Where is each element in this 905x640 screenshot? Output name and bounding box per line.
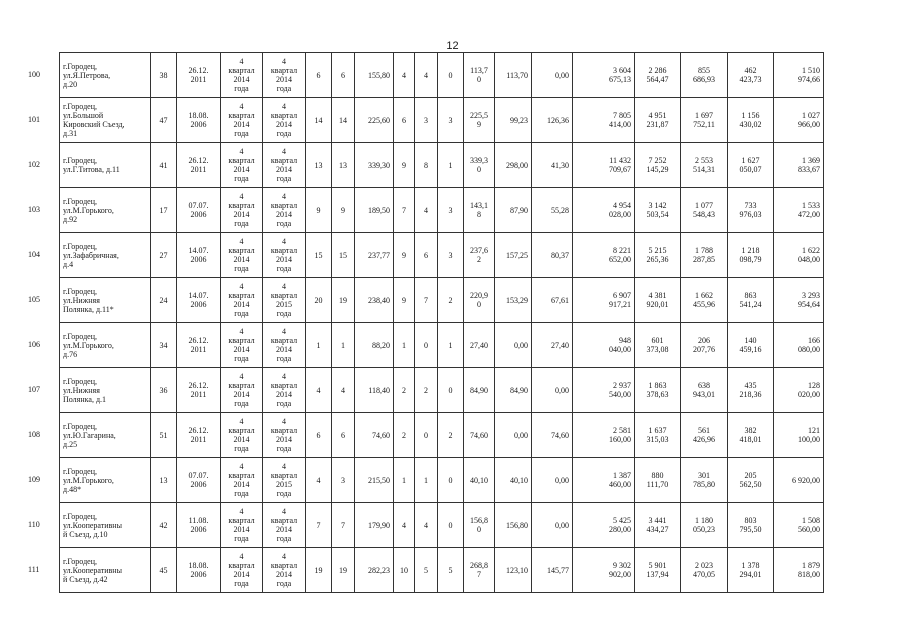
table-row [60,188,824,233]
table-cell-q2: 4 квартал 2014 года [263,368,306,413]
table-cell-a2: 0,00 [495,323,532,368]
row-number: 101 [28,115,40,124]
table-cell-q1: 4 квартал 2014 года [221,413,263,458]
table-cell-a3: 0,00 [532,368,573,413]
table-cell-a3: 126,36 [532,98,573,143]
table-cell-addr: г.Городец, ул.М.Горького, д.76 [60,323,151,368]
table-cell-c1: 41 [151,143,177,188]
table-cell-c3: 13 [332,143,355,188]
table-cell-area: 282,23 [355,548,394,593]
table-cell-s4: 1 156 430,02 [728,98,774,143]
table-cell-a1: 220,9 0 [464,278,495,323]
table-cell-c2: 9 [306,188,332,233]
table-cell-q2: 4 квартал 2014 года [263,98,306,143]
table-cell-q2: 4 квартал 2014 года [263,233,306,278]
table-cell-s2: 1 863 378,63 [635,368,681,413]
table-cell-c1: 34 [151,323,177,368]
table-cell-c3: 6 [332,53,355,98]
table-cell-s2: 3 441 434,27 [635,503,681,548]
table-cell-s2: 4 951 231,87 [635,98,681,143]
table-cell-s1: 4 954 028,00 [573,188,635,233]
table-cell-s1: 11 432 709,67 [573,143,635,188]
table-cell-s5: 1 508 560,00 [774,503,824,548]
table-cell-area: 189,50 [355,188,394,233]
table-cell-date: 14.07. 2006 [177,278,221,323]
table-cell-s2: 880 111,70 [635,458,681,503]
table-cell-c3: 14 [332,98,355,143]
table-cell-s5: 121 100,00 [774,413,824,458]
table-cell-s5: 1 622 048,00 [774,233,824,278]
table-cell-a3: 145,77 [532,548,573,593]
table-cell-q2: 4 квартал 2014 года [263,503,306,548]
table-cell-area: 74,60 [355,413,394,458]
table-cell-q2: 4 квартал 2014 года [263,53,306,98]
table-row [60,413,824,458]
table-cell-s4: 205 562,50 [728,458,774,503]
table-cell-s4: 462 423,73 [728,53,774,98]
table-cell-c4: 4 [394,503,415,548]
table-row [60,368,824,413]
table-cell-c2: 6 [306,53,332,98]
table-cell-s4: 1 627 050,07 [728,143,774,188]
table-cell-c3: 15 [332,233,355,278]
table-cell-s1: 2 937 540,00 [573,368,635,413]
table-cell-date: 26.12. 2011 [177,323,221,368]
table-cell-c6: 0 [438,53,464,98]
table-row [60,278,824,323]
table-cell-q1: 4 квартал 2014 года [221,368,263,413]
table-cell-s5: 1 879 818,00 [774,548,824,593]
table-cell-q1: 4 квартал 2014 года [221,233,263,278]
table-cell-q2: 4 квартал 2015 года [263,278,306,323]
table-cell-area: 215,50 [355,458,394,503]
table-row [60,323,824,368]
table-cell-s1: 948 040,00 [573,323,635,368]
table-cell-c3: 4 [332,368,355,413]
table-cell-c2: 15 [306,233,332,278]
table-cell-c3: 9 [332,188,355,233]
table-cell-c1: 51 [151,413,177,458]
table-cell-q1: 4 квартал 2014 года [221,503,263,548]
table-cell-a1: 268,8 7 [464,548,495,593]
table-cell-area: 238,40 [355,278,394,323]
table-cell-addr: г.Городец, ул.Г.Титова, д.11 [60,143,151,188]
table-cell-q1: 4 квартал 2014 года [221,458,263,503]
table-cell-s5: 166 080,00 [774,323,824,368]
table-cell-area: 225,60 [355,98,394,143]
table-cell-c5: 4 [415,53,438,98]
table-cell-c1: 24 [151,278,177,323]
table-cell-a1: 27,40 [464,323,495,368]
table-cell-a2: 87,90 [495,188,532,233]
table-cell-q1: 4 квартал 2014 года [221,278,263,323]
table-cell-s1: 8 221 652,00 [573,233,635,278]
table-cell-a2: 99,23 [495,98,532,143]
table-cell-c2: 1 [306,323,332,368]
table-cell-addr: г.Городец, ул.Кооперативны й Съезд, д.10 [60,503,151,548]
table-row [60,458,824,503]
table-cell-s3: 638 943,01 [681,368,728,413]
table-cell-q1: 4 квартал 2014 года [221,548,263,593]
table-cell-c6: 3 [438,233,464,278]
row-number: 107 [28,385,40,394]
table-cell-s1: 9 302 902,00 [573,548,635,593]
table-cell-c1: 13 [151,458,177,503]
table-cell-c1: 42 [151,503,177,548]
table-cell-c6: 0 [438,503,464,548]
table-cell-date: 26.12. 2011 [177,53,221,98]
table-row [60,143,824,188]
table-cell-c4: 9 [394,278,415,323]
table-cell-c1: 45 [151,548,177,593]
table-cell-c6: 1 [438,143,464,188]
table-cell-s2: 601 373,08 [635,323,681,368]
table-cell-q2: 4 квартал 2015 года [263,458,306,503]
table-cell-c5: 8 [415,143,438,188]
table-cell-c1: 27 [151,233,177,278]
table-cell-c3: 7 [332,503,355,548]
table-cell-a3: 55,28 [532,188,573,233]
table-cell-a2: 113,70 [495,53,532,98]
table-cell-s2: 4 381 920,01 [635,278,681,323]
table-cell-date: 18.08. 2006 [177,548,221,593]
row-number: 111 [28,565,40,574]
table-cell-a3: 74,60 [532,413,573,458]
table-cell-c5: 0 [415,323,438,368]
table-cell-c4: 1 [394,458,415,503]
table-cell-c2: 7 [306,503,332,548]
table-cell-s3: 301 785,80 [681,458,728,503]
table-cell-s4: 733 976,03 [728,188,774,233]
table-cell-c6: 0 [438,368,464,413]
table-cell-s3: 206 207,76 [681,323,728,368]
table-cell-c5: 5 [415,548,438,593]
table-cell-c6: 3 [438,98,464,143]
table-cell-s3: 2 023 470,05 [681,548,728,593]
table-cell-s5: 1 369 833,67 [774,143,824,188]
table-cell-date: 26.12. 2011 [177,368,221,413]
table-cell-s4: 803 795,50 [728,503,774,548]
table-cell-c5: 1 [415,458,438,503]
table-cell-addr: г.Городец, ул.Я.Петрова, д.20 [60,53,151,98]
table-cell-s5: 3 293 954,64 [774,278,824,323]
table-cell-s4: 382 418,01 [728,413,774,458]
table-cell-s3: 561 426,96 [681,413,728,458]
housing-table [59,52,824,593]
table-cell-c4: 9 [394,233,415,278]
table-cell-a2: 298,00 [495,143,532,188]
table-cell-c5: 2 [415,368,438,413]
table-cell-c6: 0 [438,458,464,503]
table-cell-s3: 1 788 287,85 [681,233,728,278]
table-cell-a3: 67,61 [532,278,573,323]
table-cell-c3: 19 [332,548,355,593]
table-cell-s1: 5 425 280,00 [573,503,635,548]
table-cell-s4: 1 378 294,01 [728,548,774,593]
table-row [60,548,824,593]
table-cell-s5: 1 533 472,00 [774,188,824,233]
table-cell-c6: 5 [438,548,464,593]
table-cell-a1: 40,10 [464,458,495,503]
table-cell-s4: 1 218 098,79 [728,233,774,278]
table-cell-date: 07.07. 2006 [177,458,221,503]
table-cell-a3: 41,30 [532,143,573,188]
table-cell-c4: 2 [394,368,415,413]
row-number: 103 [28,205,40,214]
table-cell-area: 118,40 [355,368,394,413]
row-number: 106 [28,340,40,349]
table-cell-s4: 140 459,16 [728,323,774,368]
table-cell-q1: 4 квартал 2014 года [221,143,263,188]
row-number: 104 [28,250,40,259]
table-cell-c1: 38 [151,53,177,98]
table-cell-a1: 143,1 8 [464,188,495,233]
table-cell-s3: 1 077 548,43 [681,188,728,233]
table-cell-a2: 153,29 [495,278,532,323]
table-cell-a2: 157,25 [495,233,532,278]
table-cell-c5: 4 [415,503,438,548]
table-cell-c5: 4 [415,188,438,233]
table-cell-c4: 7 [394,188,415,233]
table-cell-c3: 6 [332,413,355,458]
table-cell-area: 237,77 [355,233,394,278]
table-cell-s3: 1 180 050,23 [681,503,728,548]
table-cell-addr: г.Городец, ул.Зафабричная, д.4 [60,233,151,278]
table-cell-s1: 6 907 917,21 [573,278,635,323]
table-cell-addr: г.Городец, ул.Нижняя Полянка, д.1 [60,368,151,413]
table-cell-s3: 1 662 455,96 [681,278,728,323]
table-cell-c6: 3 [438,188,464,233]
table-cell-addr: г.Городец, ул.Большой Кировский Съезд, д.31 [60,98,151,143]
table-cell-c1: 36 [151,368,177,413]
table-row [60,53,824,98]
row-number: 110 [28,520,40,529]
table-cell-a1: 237,6 2 [464,233,495,278]
table-cell-c4: 4 [394,53,415,98]
row-number: 102 [28,160,40,169]
table-cell-c3: 19 [332,278,355,323]
table-cell-area: 155,80 [355,53,394,98]
table-cell-c1: 17 [151,188,177,233]
table-cell-a1: 113,7 0 [464,53,495,98]
table-cell-c5: 6 [415,233,438,278]
row-number: 109 [28,475,40,484]
table-cell-q1: 4 квартал 2014 года [221,98,263,143]
table-cell-c5: 0 [415,413,438,458]
table-cell-s2: 3 142 503,54 [635,188,681,233]
table-cell-c3: 1 [332,323,355,368]
table-cell-s4: 863 541,24 [728,278,774,323]
table-cell-c2: 4 [306,368,332,413]
table-cell-q1: 4 квартал 2014 года [221,53,263,98]
table-cell-date: 11.08. 2006 [177,503,221,548]
table-cell-q2: 4 квартал 2014 года [263,323,306,368]
row-number: 105 [28,295,40,304]
table-cell-a3: 0,00 [532,503,573,548]
table-cell-s2: 1 637 315,03 [635,413,681,458]
table-cell-s2: 5 901 137,94 [635,548,681,593]
table-cell-s5: 1 027 966,00 [774,98,824,143]
table-cell-addr: г.Городец, ул.М.Горького, д.48* [60,458,151,503]
table-cell-s4: 435 218,36 [728,368,774,413]
table-cell-date: 14.07. 2006 [177,233,221,278]
table-cell-s3: 855 686,93 [681,53,728,98]
table-cell-a3: 0,00 [532,458,573,503]
table-cell-a3: 0,00 [532,53,573,98]
table-cell-s1: 7 805 414,00 [573,98,635,143]
table-cell-q1: 4 квартал 2014 года [221,188,263,233]
table-cell-q2: 4 квартал 2014 года [263,143,306,188]
table-cell-c3: 3 [332,458,355,503]
table-cell-s2: 2 286 564,47 [635,53,681,98]
table-row [60,98,824,143]
table-row [60,233,824,278]
table-cell-c4: 1 [394,323,415,368]
table-cell-a1: 156,8 0 [464,503,495,548]
table-cell-s5: 128 020,00 [774,368,824,413]
table-cell-c5: 7 [415,278,438,323]
table-cell-c4: 10 [394,548,415,593]
table-cell-c2: 20 [306,278,332,323]
row-number: 100 [28,70,40,79]
table-cell-date: 07.07. 2006 [177,188,221,233]
table-cell-c2: 13 [306,143,332,188]
table-cell-s3: 1 697 752,11 [681,98,728,143]
table-cell-q1: 4 квартал 2014 года [221,323,263,368]
table-cell-q2: 4 квартал 2014 года [263,548,306,593]
table-cell-s2: 7 252 145,29 [635,143,681,188]
table-cell-c1: 47 [151,98,177,143]
table-cell-c2: 19 [306,548,332,593]
table-cell-c4: 6 [394,98,415,143]
table-cell-c6: 2 [438,278,464,323]
table-cell-s2: 5 215 265,36 [635,233,681,278]
table-cell-c6: 1 [438,323,464,368]
table-cell-addr: г.Городец, ул.М.Горького, д.92 [60,188,151,233]
table-cell-addr: г.Городец, ул.Ю.Гагарина, д.25 [60,413,151,458]
table-cell-a2: 84,90 [495,368,532,413]
table-cell-addr: г.Городец, ул.Нижняя Полянка, д.11* [60,278,151,323]
table-cell-a2: 123,10 [495,548,532,593]
table-cell-area: 88,20 [355,323,394,368]
row-number: 108 [28,430,40,439]
table-cell-s1: 1 387 460,00 [573,458,635,503]
table-cell-a1: 84,90 [464,368,495,413]
table-cell-s5: 6 920,00 [774,458,824,503]
table-cell-date: 18.08. 2006 [177,98,221,143]
table-cell-date: 26.12. 2011 [177,413,221,458]
page-number: 12 [446,40,459,52]
table-cell-s1: 3 604 675,13 [573,53,635,98]
table-cell-a3: 27,40 [532,323,573,368]
table-cell-area: 179,90 [355,503,394,548]
table-cell-a1: 339,3 0 [464,143,495,188]
table-cell-s5: 1 510 974,66 [774,53,824,98]
table-cell-a2: 40,10 [495,458,532,503]
table-cell-addr: г.Городец, ул.Кооперативны й Съезд, д.42 [60,548,151,593]
table-row [60,503,824,548]
table-cell-s3: 2 553 514,31 [681,143,728,188]
table-cell-c4: 9 [394,143,415,188]
table-cell-c2: 4 [306,458,332,503]
table-cell-c2: 6 [306,413,332,458]
table-cell-c6: 2 [438,413,464,458]
table-cell-s1: 2 581 160,00 [573,413,635,458]
table-cell-c2: 14 [306,98,332,143]
table-cell-date: 26.12. 2011 [177,143,221,188]
table-cell-a2: 156,80 [495,503,532,548]
table-cell-a2: 0,00 [495,413,532,458]
table-cell-q2: 4 квартал 2014 года [263,188,306,233]
table-cell-a3: 80,37 [532,233,573,278]
table-cell-q2: 4 квартал 2014 года [263,413,306,458]
table-cell-c5: 3 [415,98,438,143]
table-cell-area: 339,30 [355,143,394,188]
table-cell-a1: 225,5 9 [464,98,495,143]
table-cell-a1: 74,60 [464,413,495,458]
table-cell-c4: 2 [394,413,415,458]
